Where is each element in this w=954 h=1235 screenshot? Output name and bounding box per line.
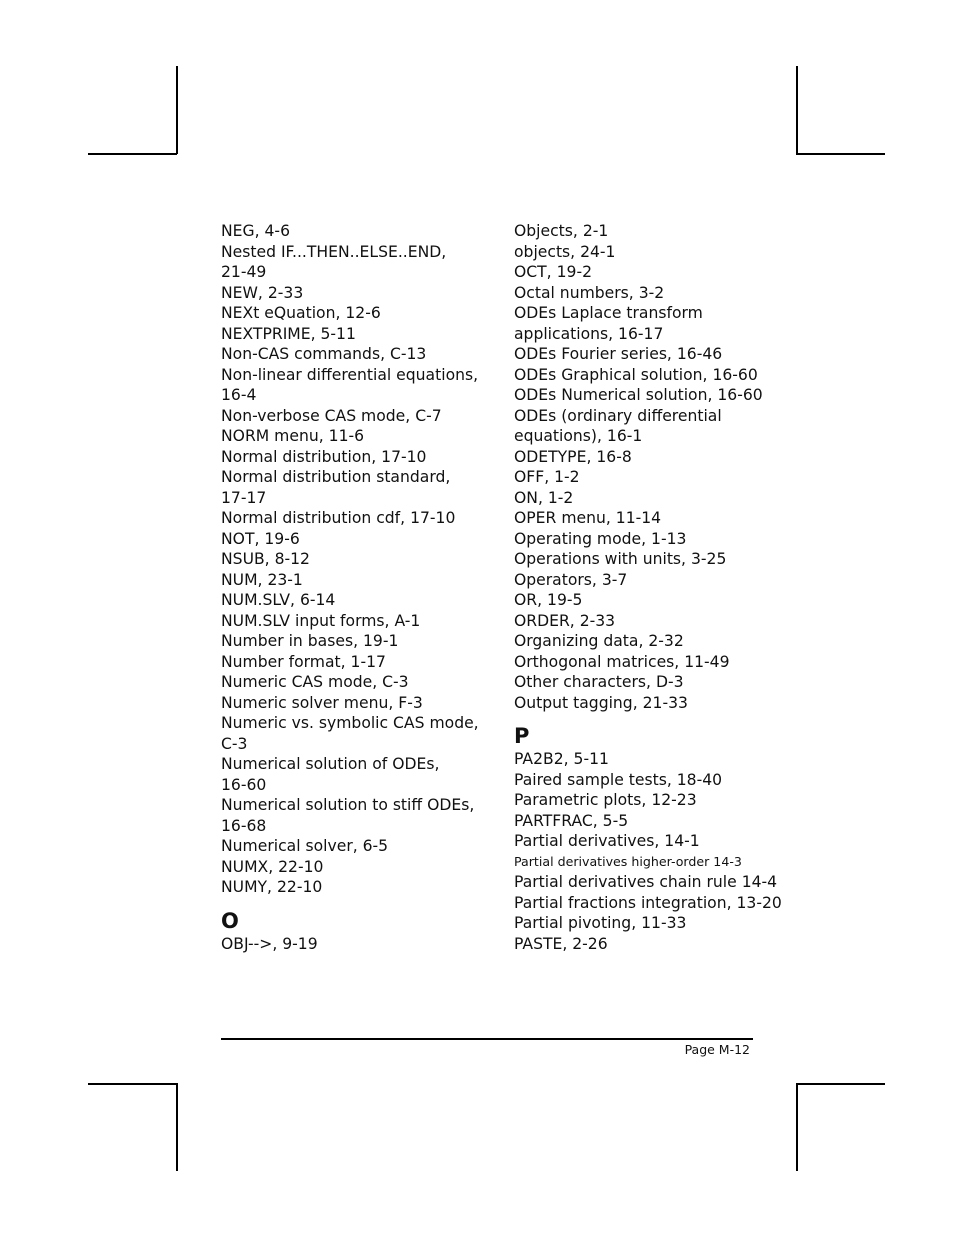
- index-entry: 16-60: [221, 775, 267, 794]
- index-entry: 17-17: [221, 488, 267, 507]
- index-entry: ORDER, 2-33: [514, 611, 616, 630]
- index-entry: Normal distribution cdf, 17-10: [221, 509, 456, 527]
- index-entry: Operations with units, 3-25: [514, 550, 727, 568]
- crop-mark: [88, 153, 177, 155]
- index-entry: applications, 16-17: [514, 324, 664, 343]
- index-entry: Numerical solver, 6-5: [221, 837, 389, 855]
- crop-mark: [176, 66, 178, 154]
- index-entry: Organizing data, 2-32: [514, 632, 684, 650]
- index-column-right: [514, 221, 782, 954]
- index-entry: 21-49: [221, 263, 267, 281]
- index-entry: Objects, 2-1: [514, 222, 609, 240]
- index-entry: Normal distribution standard,: [221, 468, 451, 486]
- index-entry: Number format, 1-17: [221, 652, 386, 671]
- index-entry: Paired sample tests, 18-40: [514, 770, 723, 789]
- index-entry: ODEs (ordinary differential: [514, 406, 722, 425]
- crop-mark: [796, 153, 885, 155]
- index-entry: OPER menu, 11-14: [514, 509, 662, 527]
- index-entry: ODEs Laplace transform: [514, 304, 703, 322]
- index-entry: equations), 16-1: [514, 427, 643, 445]
- index-entry: Partial pivoting, 11-33: [514, 914, 687, 932]
- index-entry: OR, 19-5: [514, 591, 583, 609]
- index-column-left: [221, 221, 486, 954]
- index-entry: Non-verbose CAS mode, C-7: [221, 406, 442, 425]
- index-entry: ODEs Graphical solution, 16-60: [514, 365, 758, 384]
- index-entry: Other characters, D-3: [514, 673, 684, 691]
- index-entry: Numeric CAS mode, C-3: [221, 673, 409, 691]
- index-entry: Partial derivatives chain rule 14-4: [514, 873, 778, 891]
- index-entry: Non-linear differential equations,: [221, 365, 479, 384]
- index-entry: Operators, 3-7: [514, 570, 628, 589]
- crop-mark: [176, 1083, 178, 1171]
- index-entry: Output tagging, 21-33: [514, 693, 688, 712]
- index-entry: Numerical solution of ODEs,: [221, 755, 440, 773]
- index-entry: OCT, 19-2: [514, 263, 592, 281]
- index-entry: NUMX, 22-10: [221, 857, 324, 876]
- index-entry: Operating mode, 1-13: [514, 529, 687, 548]
- index-entry: objects, 24-1: [514, 242, 616, 261]
- footer-rule: [221, 1038, 753, 1040]
- crop-mark: [796, 1083, 885, 1085]
- index-entry: Orthogonal matrices, 11-49: [514, 652, 730, 671]
- crop-mark: [88, 1083, 177, 1085]
- index-entry: Numeric solver menu, F-3: [221, 693, 423, 712]
- index-entry: ON, 1-2: [514, 488, 574, 507]
- index-entry: ODETYPE, 16-8: [514, 447, 632, 466]
- index-entry: NUM, 23-1: [221, 570, 303, 589]
- index-entry: NUM.SLV input forms, A-1: [221, 611, 421, 630]
- index-entry: NUM.SLV, 6-14: [221, 591, 336, 609]
- section-letter-heading: O: [221, 908, 239, 933]
- index-entry: PA2B2, 5-11: [514, 750, 609, 768]
- index-entry: NSUB, 8-12: [221, 550, 310, 568]
- index-entry: C-3: [221, 734, 248, 753]
- index-entry: NUMY, 22-10: [221, 878, 323, 896]
- index-entry: Partial derivatives, 14-1: [514, 832, 700, 850]
- index-entry: NEG, 4-6: [221, 222, 290, 240]
- index-entry: Numerical solution to stiff ODEs,: [221, 796, 475, 814]
- index-entry: Parametric plots, 12-23: [514, 791, 697, 809]
- crop-mark: [796, 1083, 798, 1171]
- index-entry: Partial fractions integration, 13-20: [514, 893, 782, 912]
- index-entry: Nested IF...THEN..ELSE..END,: [221, 242, 447, 261]
- index-entry: OBJ-->, 9-19: [221, 934, 318, 953]
- index-entry: NEXt eQuation, 12-6: [221, 304, 381, 322]
- index-entry: Normal distribution, 17-10: [221, 447, 427, 466]
- section-letter-heading: P: [514, 724, 530, 748]
- index-entry: PASTE, 2-26: [514, 934, 608, 953]
- index-entry: ODEs Fourier series, 16-46: [514, 345, 723, 363]
- index-entry: NORM menu, 11-6: [221, 427, 365, 445]
- page-number: Page M-12: [684, 1042, 750, 1057]
- index-entry: 16-4: [221, 386, 257, 404]
- index-entry: OFF, 1-2: [514, 468, 580, 486]
- index-entry: Numeric vs. symbolic CAS mode,: [221, 714, 479, 732]
- index-entry: Non-CAS commands, C-13: [221, 345, 427, 363]
- index-entry: NEXTPRIME, 5-11: [221, 324, 356, 343]
- index-entry: 16-68: [221, 816, 267, 835]
- index-entry: NOT, 19-6: [221, 529, 300, 548]
- index-entry: NEW, 2-33: [221, 283, 304, 302]
- crop-mark: [796, 66, 798, 154]
- index-entry: Octal numbers, 3-2: [514, 283, 665, 302]
- index-entry: Number in bases, 19-1: [221, 632, 399, 650]
- index-entry: PARTFRAC, 5-5: [514, 811, 629, 830]
- index-entry: Partial derivatives higher-order 14-3: [514, 853, 742, 869]
- index-entry: ODEs Numerical solution, 16-60: [514, 386, 763, 404]
